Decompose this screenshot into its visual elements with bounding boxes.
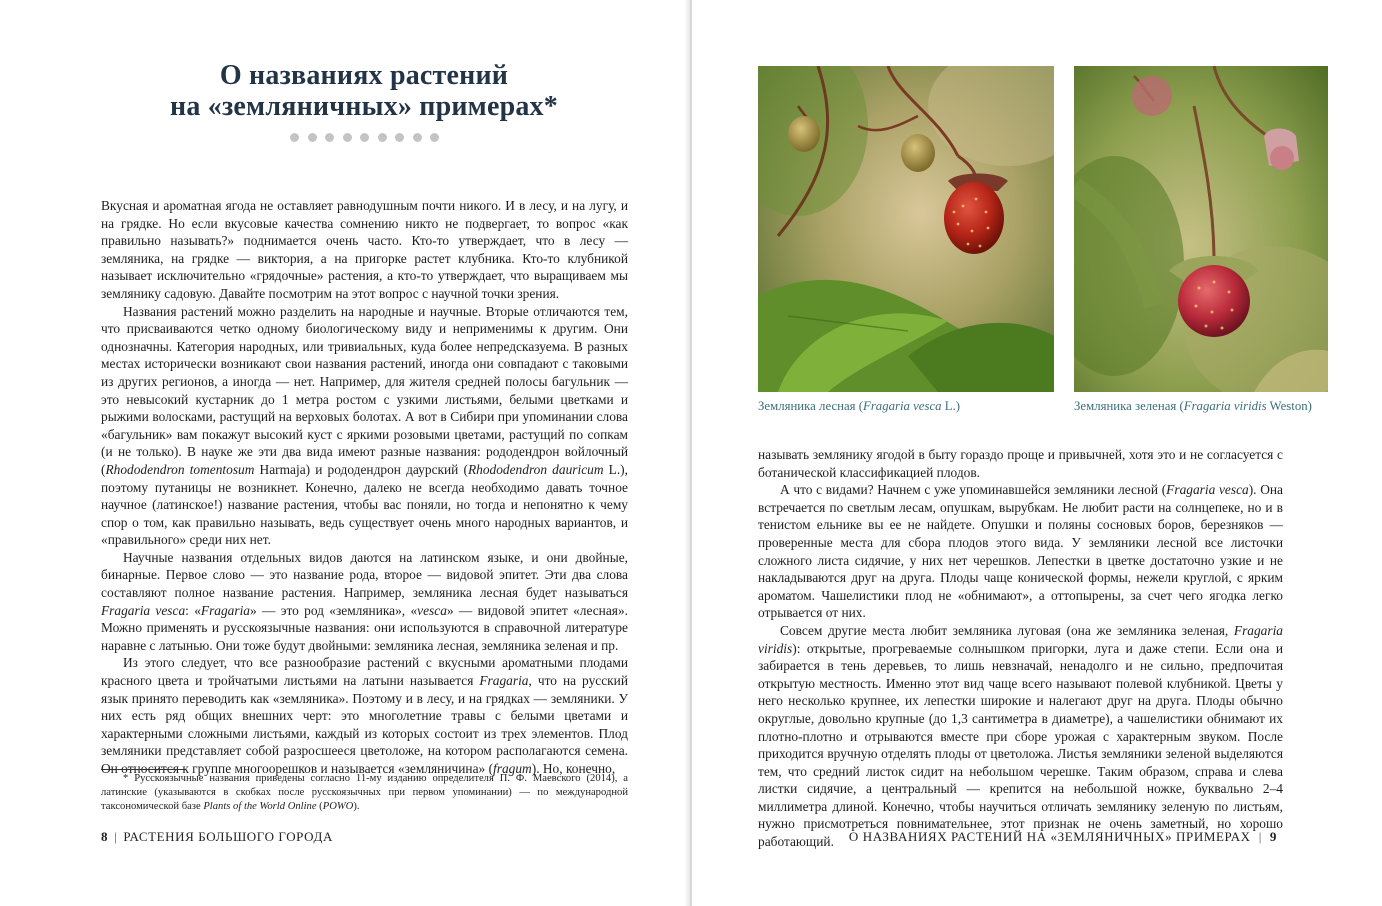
- paragraph: [101, 549, 628, 655]
- paragraph-text: ). Она встречается по светлым лесам, опушкам, вырубкам. Не любит расти на солнцепеке, но и в тенистом ельнике вы ее не найдете. Опушки и поляны сосновых боров, березняков — проверенные места для сбора плодов этого вида. У земляники лесной все листочки сложного листа сидячие, у них нет черешков. Лепестки в цветке достаточно узкие и не накладываются друг на друга. Плоды чаще конической формы, нежели круглой, с ярким ароматом. Чашелистики плод не «обнимают», а оттопырены, за счет чего ягодка легко отрывается от них.: [758, 482, 1283, 621]
- ornament-dot: [378, 133, 387, 142]
- paragraph: [101, 654, 628, 777]
- ornament-dot: [430, 133, 439, 142]
- paragraph-text: ): открытые, прогреваемые солнышком пригорки, луга и даже степи. Если она и забирается в тень деревьев, то лишь невзначай, ненадолго и не сильно, предпочитая открытую местность. Именно этот вид чаще всего называют полевой клубникой. Цветы у него несколько крупнее, их лепестки широкие и налегают друг на друга. Плоды обычно округлые, довольно крупные (до 1,3 сантиметра в диаметре), а чашелистики обнимают их плотно-плотно и отрываются вместе при сборе урожая с характерным звуком. После приходится вручную отделять плоды от цветоложа. Листья земляники зеленой выделяются тем, что средний листок сидит на небольшом черешке. Таким образом, справа и слева листки сидячие, а центральный — крепится на небольшой ножке, буквально 2–4 миллиметра длиной. Конечно, чтобы научиться отличать землянику зеленую по листьям, нужно присмотреться повнимательнее, этот признак не очень заметный, но хорошо работающий.: [758, 640, 1283, 850]
- photo-illustration: [1074, 66, 1328, 392]
- page-number: 9: [1269, 829, 1277, 844]
- chapter-title-line-2: на «земляничных» примерах*: [170, 91, 558, 122]
- right-page: [692, 0, 1382, 906]
- latin-name: Rhododendron tomentosum: [105, 461, 255, 477]
- caption-author: L.): [941, 399, 961, 413]
- paragraph-text: Harmaja) и рододендрон даурский (: [254, 461, 468, 477]
- footnote-text: ).: [353, 801, 360, 812]
- paragraph-text: ). Но, конечно,: [531, 761, 616, 776]
- latin-name: vesca: [417, 602, 447, 618]
- chapter-title-line-1: О названиях растений: [219, 60, 509, 91]
- wild-strawberry-photo: [758, 66, 1054, 392]
- paragraph-text: » — это род «земляника», «: [250, 602, 418, 618]
- paragraph: [101, 197, 628, 303]
- left-page: [0, 0, 690, 906]
- ornament-dot: [290, 133, 299, 142]
- paragraph-text: Совсем другие места любит земляника луговая (она же земляника зеленая,: [780, 622, 1234, 638]
- paragraph-text: Названия растений можно разделить на народные и научные. Вторые отличаются тем, что присваиваются четко одному биологическому виду и неприменимы к другим. Они однозначны. Категория народных, или тривиальных, куда более непредсказуема. В разных местах исторически возникают свои названия растений, иногда они совпадают с таковыми из других регионов, а иногда — нет. Например, для жителя средней полосы багульник — это невысокий кустарник до 1 метра ростом с узкими листьями, белыми цветками и рыжими волосками, растущий на верховых болотах. А вот в Сибири при упоминании слова «багульник» вам покажут высокий куст с яркими розовыми цветами, растущий по сопкам (и не только). В науке же эти два вида имеют разные названия: рододендрон войлочный (: [101, 303, 628, 477]
- ornament-dot: [325, 133, 334, 142]
- footnote-paragraph: [101, 772, 628, 814]
- photo-illustration: [758, 66, 1054, 392]
- latin-name: Rhododendron dauricum: [467, 461, 604, 477]
- latin-name: Fragaria vesca: [1166, 482, 1249, 498]
- running-head-separator: |: [114, 829, 118, 844]
- left-body-text: [101, 197, 628, 778]
- ornament-dot: [343, 133, 352, 142]
- paragraph-text: называть землянику ягодой в быту гораздо проще и привычней, хотя это и не согласуется с ботанической классификацией плодов.: [758, 447, 1283, 480]
- caption-text: Земляника лесная (: [758, 399, 863, 413]
- photo-caption-1: [758, 399, 1058, 414]
- latin-name: Fragaria: [200, 602, 250, 618]
- footnote-text: * Русскоязычные названия приведены согласно 11-му изданию определителя П. Ф. Маевского (2014), а латинские (указываются в скобках после русскоязычных при первом упоминании) — по международной таксономической базе: [101, 773, 628, 812]
- ornament-dot: [413, 133, 422, 142]
- latin-name: Fragaria: [479, 673, 529, 689]
- photo-caption-2: [1074, 399, 1334, 414]
- ornament-dots: [290, 133, 439, 142]
- paragraph: [101, 303, 628, 549]
- paragraph: [758, 446, 1283, 481]
- caption-author: Weston): [1266, 399, 1312, 413]
- caption-text: Земляника зеленая (: [1074, 399, 1184, 413]
- paragraph: [758, 481, 1283, 622]
- latin-name: Fragaria viridis: [758, 622, 1283, 656]
- caption-latin-name: Fragaria viridis: [1183, 399, 1267, 413]
- latin-name: fragum: [493, 761, 532, 776]
- paragraph-text: Вкусная и ароматная ягода не оставляет равнодушным почти никого. И в лесу, и на лугу, и на грядке. Но если вкусовые качества сомнению никто не подвергает, то вопрос «как правильно называть?» поднимается очень часто. Кто-то утверждает, что в лесу — земляника, на грядке — виктория, а на пригорке растет клубника. Кто-то клубникой называет исключительно «грядочные» растения, а кто-то утверждает, что выращиваем мы землянику садовую. Давайте посмотрим на этот вопрос с научной точки зрения.: [101, 198, 628, 301]
- book-title: РАСТЕНИЯ БОЛЬШОГО ГОРОДА: [123, 829, 333, 844]
- latin-name: Fragaria vesca: [101, 602, 186, 618]
- paragraph-text: » — видовой эпитет «лесная». Можно применять и русскоязычные названия: они используются в справочной литературе наравне с латынью. Они тоже будут двойными: земляника лесная, земляника зеленая и пр.: [101, 602, 628, 653]
- footnote: [101, 772, 628, 814]
- paragraph-text: L.), поэтому путаницы не возникнет. Конечно, далеко не всегда необходимо давать точное научное (латинское!) название растения, чтобы вас поняли, но тогда и непонятно к чему спор о том, как правильно называть, ведь существует очень много народных вариантов, и «правильного» среди них нет.: [101, 461, 628, 548]
- paragraph-text: , что на русский язык принято переводить как «земляника». Поэтому и в лесу, и на грядках — земляники. У них есть ряд общих внешних черт: это многолетние травы с белыми цветами и характерными сложными листьями, каждый из которых состоит из трех элементов. Плод земляники представляет собой разросшееся цветоложе, на котором располагаются семена. Он относится к группе многоорешков и называется «земляничина» (: [101, 673, 628, 776]
- running-head-separator: |: [1258, 829, 1262, 844]
- footnote-abbreviation: POWO: [322, 801, 354, 812]
- ornament-dot: [308, 133, 317, 142]
- page-number: 8: [101, 829, 109, 844]
- green-strawberry-photo: [1074, 66, 1328, 392]
- footnote-database-name: Plants of the World Online: [203, 801, 317, 812]
- right-body-text: [758, 446, 1283, 851]
- chapter-running-title: О НАЗВАНИЯХ РАСТЕНИЙ НА «ЗЕМЛЯНИЧНЫХ» ПРИМЕРАХ: [848, 829, 1251, 844]
- running-head-right: [849, 829, 1277, 845]
- ornament-dot: [360, 133, 369, 142]
- paragraph-text: : «: [185, 602, 201, 618]
- footnote-divider: [101, 769, 185, 770]
- ornament-dot: [395, 133, 404, 142]
- paragraph: [758, 622, 1283, 851]
- chapter-title: [100, 60, 628, 122]
- caption-latin-name: Fragaria vesca: [863, 399, 942, 413]
- paragraph-text: Научные названия отдельных видов даются на латинском языке, и они двойные, бинарные. Первое слово — это название рода, второе — видовой эпитет. Эти два слова составляют полное название растения. Например, земляника лесная будет называться: [101, 549, 628, 601]
- footnote-text: (: [316, 801, 323, 812]
- running-head-left: [101, 829, 333, 845]
- paragraph-text: А что с видами? Начнем с уже упоминавшейся земляники лесной (: [780, 482, 1167, 498]
- paragraph-text: Из этого следует, что все разнообразие растений с вкусными ароматными плодами красного цвета и тройчатыми листьями на латыни называется: [101, 655, 628, 689]
